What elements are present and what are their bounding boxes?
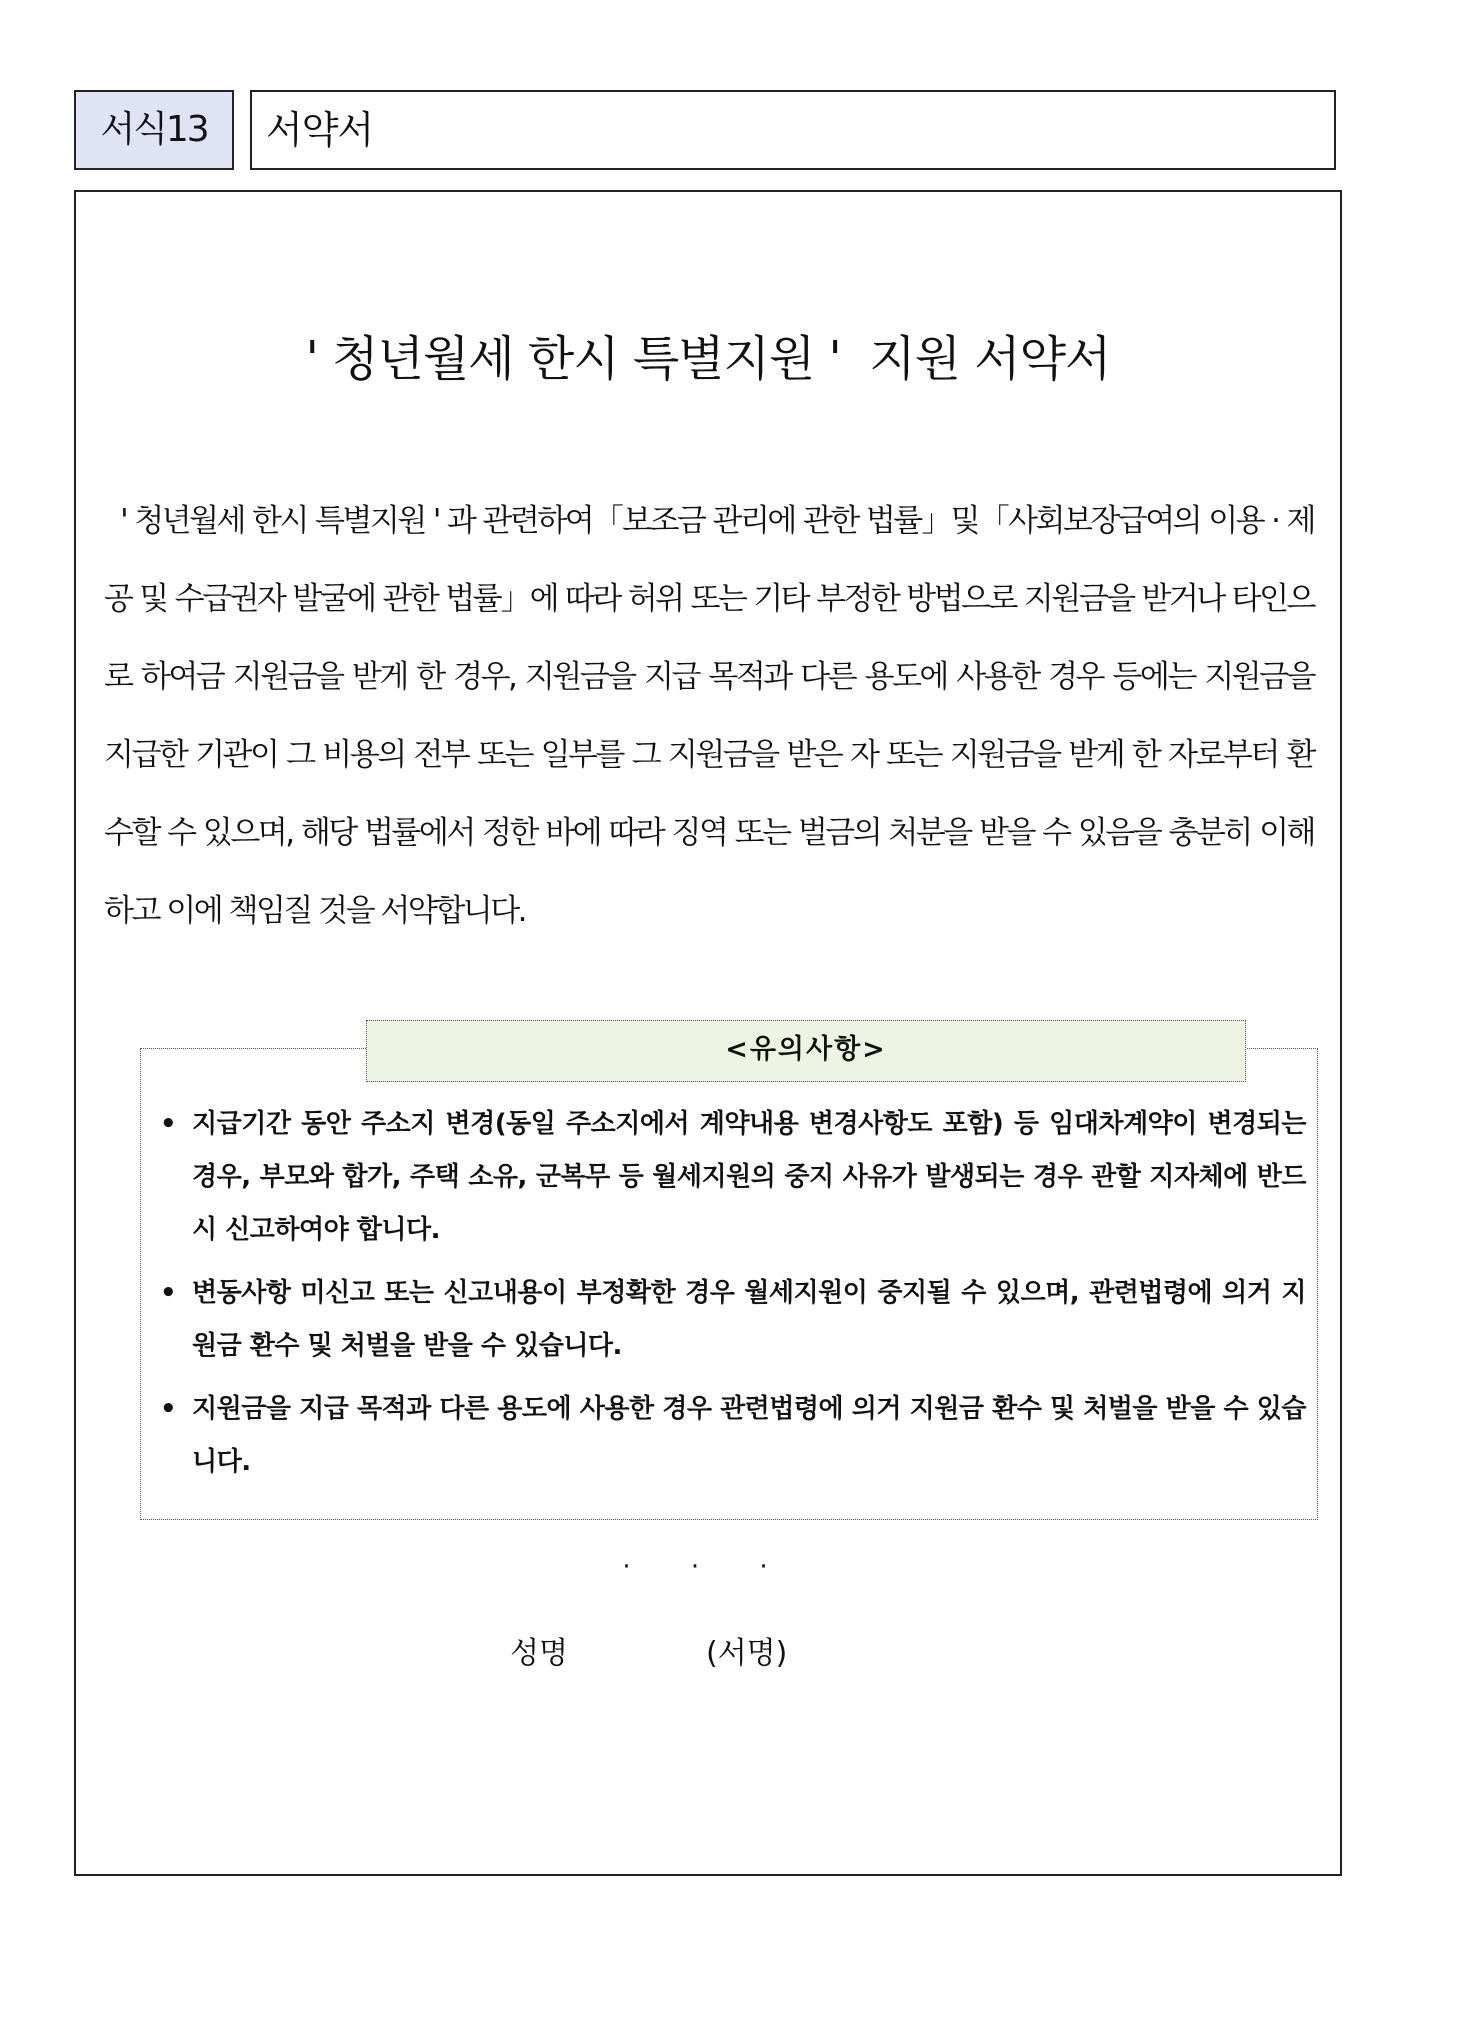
notice-item-text: 지원금을 지급 목적과 다른 용도에 사용한 경우 관련법령에 의거 지원금 환수 및 처벌을 받을 수 있습니다. [192, 1394, 1306, 1477]
pledge-body-text [104, 482, 1314, 950]
form-number-label: 서식13 [74, 90, 234, 170]
notice-list [156, 1098, 1306, 1499]
pledge-body-rest: 과 관련하여「보조금 관리에 관한 법률」및「사회보장급여의 이용 · 제공 및 수급권자 발굴에 관한 법률」에 따라 허위 또는 기타 부정한 방법으로 지원금을 받거나 타인으로 하여금 지원금을 받게 한 경우, 지원금을 지급 목적과 다른 용도에 사용한 경우 등에는 지원금을 지급한 기관이 그 비용의 전부 또는 일부를 그 지원금을 받은 자 또는 지원금을 받게 한 자로부터 환수할 수 있으며, 해당 법률에서 정한 바에 따라 징역 또는 벌금의 처분을 받을 수 있음을 충분히 이해하고 이에 책임질 것을 서약합니다. [104, 503, 1314, 929]
notice-item [156, 1267, 1306, 1373]
pledge-document [74, 190, 1342, 1876]
notice-item-text: 변동사항 미신고 또는 신고내용이 부정확한 경우 월세지원이 중지될 수 있으며, 관련법령에 의거 지원금 환수 및 처벌을 받을 수 있습니다. [192, 1278, 1306, 1361]
bullet-icon: • [160, 1278, 177, 1308]
document-title: ' 청년월세 한시 특별지원 ' 지원 서약서 [305, 331, 1111, 387]
signature-name-label: 성명 [510, 1636, 568, 1671]
signature-sign-label: (서명) [706, 1636, 788, 1671]
notice-item-text: 지급기간 동안 주소지 변경(동일 주소지에서 계약내용 변경사항도 포함) 등 임대차계약이 변경되는 경우, 부모와 합가, 주택 소유, 군복무 등 월세지원의 중지 사유가 발생되는 경우 관할 지자체에 반드시 신고하여야 합니다. [192, 1109, 1306, 1245]
date-placeholder: · · · [622, 1552, 794, 1582]
pledge-body-lead: ' 청년월세 한시 특별지원 ' [104, 503, 447, 539]
notice-title: <유의사항> [366, 1020, 1246, 1082]
notice-item [156, 1383, 1306, 1489]
bullet-icon: • [160, 1394, 177, 1424]
form-title: 서약서 [250, 90, 1336, 170]
notice-item [156, 1098, 1306, 1257]
bullet-icon: • [160, 1109, 177, 1139]
